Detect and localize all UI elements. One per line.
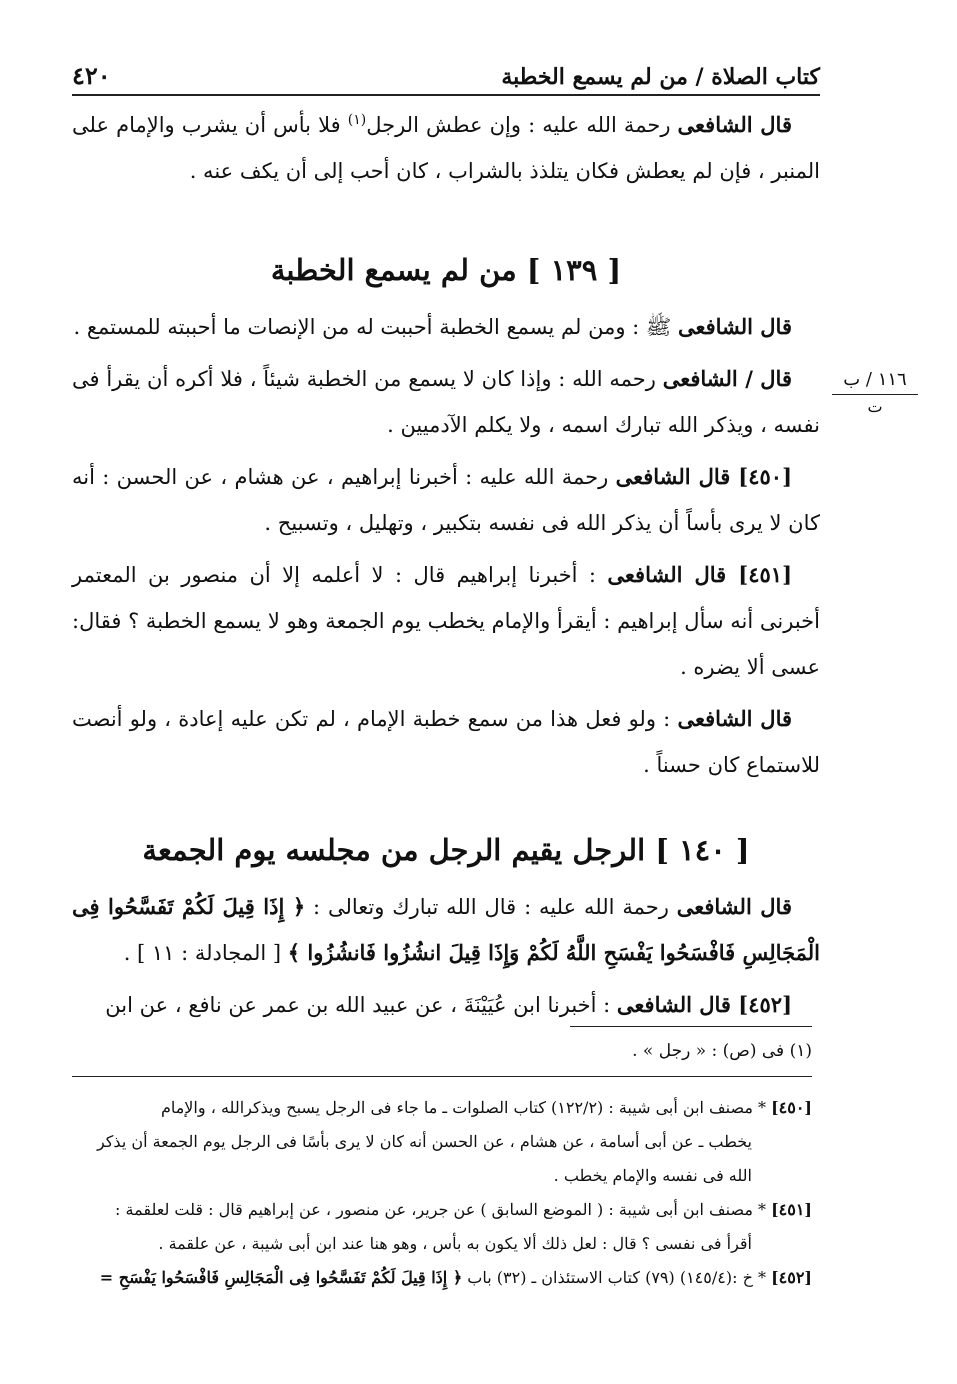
page-number: ٤٢٠ <box>72 61 111 90</box>
paragraph-text: ﷺ : ومن لم يسمع الخطبة أحببت له من الإنصات ما أحببته للمستمع . <box>73 315 678 339</box>
paragraph-7 <box>72 884 820 976</box>
note-number: [٤٥١] <box>771 1200 812 1219</box>
paragraph-1 <box>72 102 820 194</box>
note-450-line-2: يخطب ـ عن أبى أسامة ، عن هشام ، عن الحسن أنه كان لا يرى بأسًا فى الرجل يوم الجمعة أن يذكر <box>96 1132 752 1151</box>
hadith-number: [٤٥٠] <box>738 464 792 489</box>
paragraph-text: : أخبرنا إبراهيم قال : لا أعلمه إلا أن منصور بن المعتمر أخبرنى أنه سأل إبراهيم : أيقرأ والإمام يخطب يوم الجمعة وهو لا يسمع الخطبة ؟ فقال: عسى ألا يضره . <box>72 563 820 679</box>
running-header <box>72 52 820 96</box>
chapter-heading-140: [ ١٤٠ ] الرجل يقيم الرجل من مجلسه يوم الجمعة <box>142 833 750 867</box>
paragraph-text: رحمة الله عليه : وإن عطش الرجل <box>366 113 678 137</box>
takhrij-notes <box>72 1092 812 1296</box>
margin-note-bottom: ت <box>867 397 883 416</box>
margin-folio-note <box>832 368 918 419</box>
chapter-heading-139: [ ١٣٩ ] من لم يسمع الخطبة <box>270 253 622 287</box>
speaker: قال / الشافعى <box>662 366 792 391</box>
quran-verse: ﴿ إِذَا قِيلَ لَكُمْ تَفَسَّحُوا فِى الْمَجَالِسِ فَافْسَحُوا يَفْسَحِ = <box>99 1268 463 1287</box>
note-number: [٤٥٢] <box>771 1268 812 1287</box>
speaker: قال الشافعى <box>677 706 792 731</box>
paragraph-450 <box>72 454 820 546</box>
paragraph-451 <box>72 552 820 690</box>
speaker: قال الشافعى <box>676 894 792 919</box>
paragraph-6 <box>72 696 820 788</box>
speaker: قال الشافعى <box>616 992 739 1017</box>
paragraph-text: رحمة الله عليه : أخبرنا إبراهيم ، عن هشام ، عن الحسن : أنه كان لا يرى بأساً أن يذكر الله فى نفسه بتكبير ، وتهليل ، وتسبيح . <box>72 465 820 535</box>
footnote-separator <box>570 1026 812 1027</box>
speaker: قال الشافعى <box>615 464 739 489</box>
margin-note-top: ١١٦ / ب <box>832 368 918 395</box>
verse-citation: [ المجادلة : ١١ ] . <box>123 941 288 965</box>
note-451-line-1 <box>72 1194 812 1226</box>
note-450-line-1 <box>72 1092 812 1124</box>
quran-verse: ﴿ إِذَا قِيلَ لَكُمْ تَفَسَّحُوا فِى الْمَجَالِسِ فَافْسَحُوا يَفْسَحِ اللَّهُ لَكُمْ وَإِذَا قِيلَ انشُزُوا فَانشُزُوا ﴾ <box>72 894 820 965</box>
note-text: * خ :(١٤٥/٤) (٧٩) كتاب الاستئذان ـ (٣٢) باب <box>462 1268 772 1287</box>
notes-separator <box>72 1076 812 1077</box>
speaker: قال الشافعى <box>607 562 739 587</box>
note-451-line-2: أقرأ فى نفسى ؟ قال : لعل ذلك ألا يكون به بأس ، وهو هنا عند ابن أبى شيبة ، عن علقمة . <box>158 1234 752 1253</box>
speaker: قال الشافعى <box>677 112 792 137</box>
paragraph-2 <box>72 304 820 350</box>
speaker: قال الشافعى <box>677 314 792 339</box>
paragraph-452 <box>72 982 820 1028</box>
note-text: * مصنف ابن أبى شيبة : ( الموضع السابق ) عن جرير، عن منصور ، عن إبراهيم قال : قلت لعلقمة : <box>115 1200 772 1219</box>
footnote-ref: (١) <box>347 112 367 128</box>
note-number: [٤٥٠] <box>771 1098 812 1117</box>
note-452-line-1 <box>72 1262 812 1294</box>
note-450-line-3: الله فى نفسه والإمام يخطب . <box>553 1166 752 1185</box>
footnote-1: (١) فى (ص) : « رجل » . <box>632 1041 812 1061</box>
note-text: * مصنف ابن أبى شيبة : (١٢٢/٢) كتاب الصلوات ـ ما جاء فى الرجل يسبح ويذكرالله ، والإمام <box>160 1098 772 1117</box>
paragraph-text: : ولو فعل هذا من سمع خطبة الإمام ، لم تكن عليه إعادة ، ولو أنصت للاستماع كان حسناً . <box>72 707 820 777</box>
paragraph-text: : أخبرنا ابن عُيَيْنَةَ ، عن عبيد الله بن عمر عن نافع ، عن ابن <box>105 993 617 1017</box>
paragraph-3 <box>72 356 820 448</box>
running-title: كتاب الصلاة / من لم يسمع الخطبة <box>501 64 820 90</box>
paragraph-text: فلا بأس أن يشرب والإمام على المنبر ، فإن لم يعطش فكان يتلذذ بالشراب ، كان أحب إلى أن يكف عنه . <box>72 113 820 183</box>
paragraph-text: رحمه الله : وإذا كان لا يسمع من الخطبة شيئاً ، فلا أكره أن يقرأ فى نفسه ، ويذكر الله تبارك اسمه ، ولا يكلم الآدميين . <box>72 367 820 437</box>
hadith-number: [٤٥٢] <box>738 992 792 1017</box>
hadith-number: [٤٥١] <box>738 562 792 587</box>
main-text <box>72 102 820 1034</box>
paragraph-text: رحمة الله عليه : قال الله تبارك وتعالى : <box>305 895 677 919</box>
